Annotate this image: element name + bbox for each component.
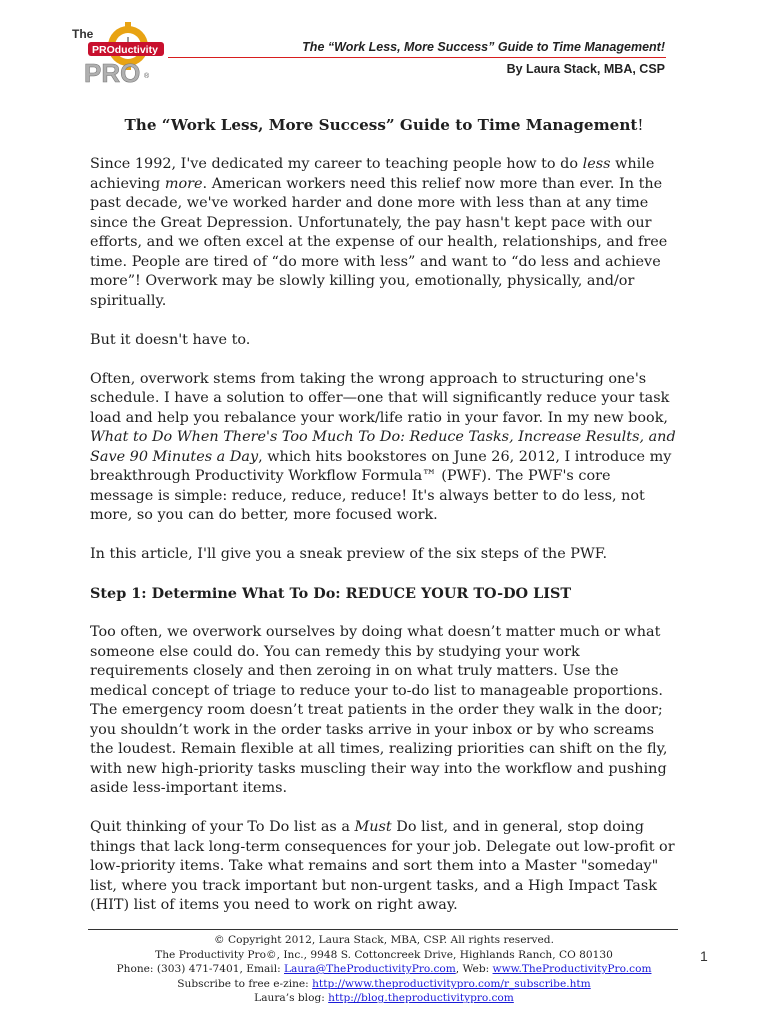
footer-blog-label: Laura’s blog: (254, 992, 329, 1005)
paragraph-solution (90, 370, 678, 526)
paragraph-intro-text: while achieving (90, 156, 655, 192)
paragraph-triage: Too often, we overwork ourselves by doing what doesn’t matter much or what someone else could do. You can remedy this by studying your work requirements closely and then zeroing in on what truly matters. Use the medical concept of triage to reduce your to-do list to manageable proportions. The emergency room doesn’t treat patients in the order they walk in the door; you shouldn’t work in the order tasks arrive in your inbox or by who screams the loudest. Remain flexible at all times, realizing priorities can shift on the fly, with new high-priority tasks muscling their way into the workflow and pushing aside less-important items. (90, 624, 668, 796)
document-title (90, 116, 678, 135)
logo-graphic (70, 16, 166, 88)
footer-address: The Productivity Pro©, Inc., 9948 S. Cottoncreek Drive, Highlands Ranch, CO 80130 (155, 948, 613, 961)
footer-ezine-link[interactable]: http://www.theproductivitypro.com/r_subscribe.htm (312, 977, 591, 990)
header-author: By Laura Stack, MBA, CSP (506, 62, 665, 76)
footer-website-link[interactable]: www.TheProductivityPro.com (492, 963, 652, 976)
header-divider (168, 57, 666, 58)
paragraph-solution-text: , which hits bookstores on June 26, 2012, I introduce my breakthrough Productivity Workflow Formula™ (PWF). The PWF's core message is simple: reduce, reduce, reduce! It's always better to do less, not more, so you can do better, more focused work. (90, 448, 672, 523)
footer-contact (90, 962, 678, 977)
paragraph-intro-emphasis-more: more (164, 175, 203, 192)
footer-blog-link[interactable]: http://blog.theproductivitypro.com (328, 992, 514, 1005)
productivity-pro-logo (70, 16, 166, 88)
paragraph-must-do-text: Quit thinking of your To Do list as a (90, 819, 355, 835)
footer-ezine-label: Subscribe to free e-zine: (177, 977, 313, 990)
header-title: The “Work Less, More Success” Guide to Time Management! (302, 40, 665, 54)
document-title-end: ! (637, 116, 644, 134)
page-number: 1 (700, 948, 708, 964)
footer (90, 933, 678, 1006)
paragraph-intro-text: Since 1992, I've dedicated my career to teaching people how to do (90, 156, 583, 172)
paragraph-intro-text: . American workers need this relief now more than ever. In the past decade, we've worked harder and done more with less than at any time since the Great Depression. Unfortunately, the pay hasn't kept pace with our efforts, and we often excel at the expense of our health, relationships, and free time. People are tired of “do more with less” and want to “do less and achieve more”! Overwork may be slowly killing you, emotionally, physically, and/or spiritually. (90, 175, 668, 309)
document-body (90, 116, 678, 935)
paragraph-intro-emphasis-less: less (582, 156, 611, 172)
paragraph-must-do-emphasis: Must (354, 819, 392, 835)
footer-blog (90, 991, 678, 1006)
logo-registered-mark: ® (144, 73, 150, 80)
paragraph-must-do-text: Do list, and in general, stop doing things that lack long-term consequences for your job. Delegate out low-profit or low-priority items. Take what remains and sort them into a Master "someday" list, where you track important but non-urgent tasks, and a High Impact Task (HIT) list of items you need to work on right away. (90, 819, 675, 913)
paragraph-preview: In this article, I'll give you a sneak preview of the six steps of the PWF. (90, 546, 608, 562)
step-1-heading: Step 1: Determine What To Do: REDUCE YOUR TO-DO LIST (90, 585, 572, 602)
footer-copyright: © Copyright 2012, Laura Stack, MBA, CSP. All rights reserved. (214, 934, 554, 946)
logo-text-bottom: PRO (84, 58, 141, 88)
footer-email-link[interactable]: Laura@TheProductivityPro.com (284, 963, 456, 976)
book-title: What to Do When There's Too Much To Do: Reduce Tasks, Increase Results, and Save 90 Minutes a Day (90, 429, 676, 465)
paragraph-must-do (90, 818, 678, 916)
paragraph-solution-text: Often, overwork stems from taking the wrong approach to structuring one's schedule. I have a solution to offer—one that will significantly reduce your task load and help you rebalance your work/life ratio in your favor. In my new book, (90, 370, 670, 426)
logo-text-middle: PROductivity (92, 44, 158, 56)
footer-divider (88, 929, 678, 930)
paragraph-intro (90, 155, 678, 311)
footer-phone: Phone: (303) 471-7401, Email: (116, 963, 285, 976)
logo-text-top: The (72, 27, 94, 41)
footer-web-label: , Web: (455, 963, 493, 976)
footer-ezine (90, 977, 678, 992)
document-title-main: The “Work Less, More Success” Guide to Time Management (124, 116, 638, 134)
paragraph-short: But it doesn't have to. (90, 331, 251, 348)
